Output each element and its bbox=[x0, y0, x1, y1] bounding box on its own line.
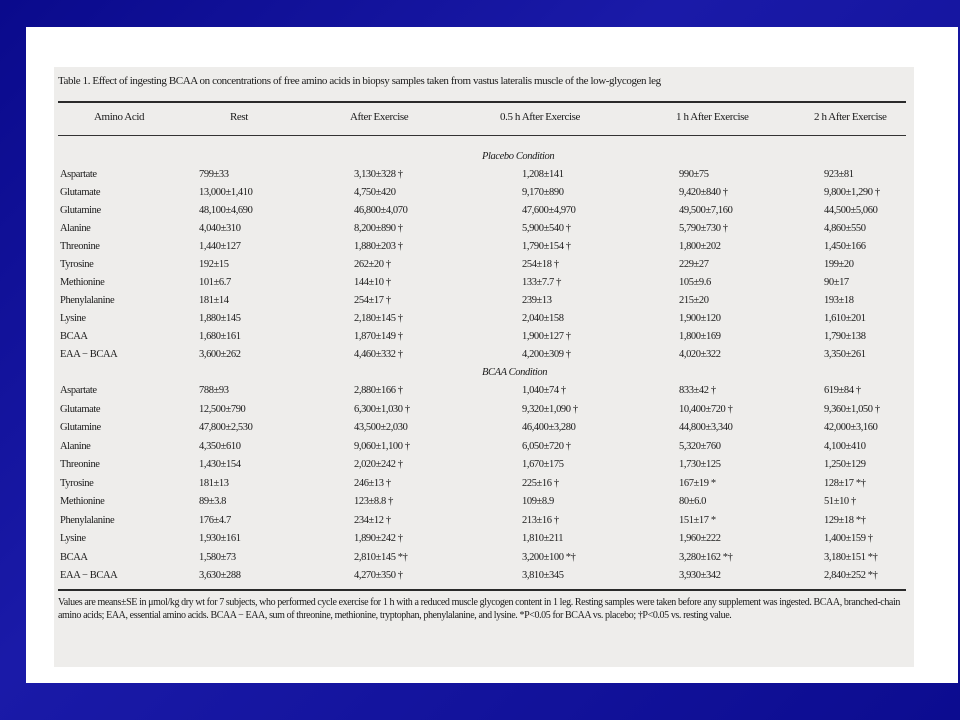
table-row bbox=[54, 349, 914, 365]
concentration-cell: 215±20 bbox=[679, 295, 709, 306]
concentration-cell: 1,580±73 bbox=[199, 551, 236, 563]
concentration-cell: 151±17 * bbox=[679, 514, 716, 526]
concentration-cell: 239±13 bbox=[522, 295, 552, 306]
concentration-cell: 229±27 bbox=[679, 259, 709, 270]
amino-acid-name: Threonine bbox=[60, 459, 100, 470]
concentration-cell: 49,500±7,160 bbox=[679, 205, 733, 216]
header-rest: Rest bbox=[230, 111, 248, 123]
table-row bbox=[54, 515, 914, 531]
concentration-cell: 46,800±4,070 bbox=[354, 205, 408, 216]
concentration-cell: 1,810±211 bbox=[522, 533, 564, 544]
amino-acid-name: Glutamine bbox=[60, 205, 101, 216]
concentration-cell: 6,050±720 † bbox=[522, 440, 571, 452]
concentration-cell: 105±9.6 bbox=[679, 277, 711, 288]
concentration-cell: 1,250±129 bbox=[824, 459, 866, 470]
concentration-cell: 619±84 † bbox=[824, 385, 861, 396]
table-row bbox=[54, 295, 914, 311]
concentration-cell: 254±18 † bbox=[522, 259, 559, 270]
concentration-cell: 4,750±420 bbox=[354, 187, 396, 198]
concentration-cell: 1,900±120 bbox=[679, 313, 721, 324]
concentration-cell: 181±13 bbox=[199, 477, 229, 489]
table-row bbox=[54, 422, 914, 438]
concentration-cell: 1,960±222 bbox=[679, 533, 721, 544]
concentration-cell: 5,320±760 bbox=[679, 440, 721, 452]
header-rule bbox=[58, 135, 906, 136]
amino-acid-name: Aspartate bbox=[60, 385, 97, 396]
concentration-cell: 12,500±790 bbox=[199, 403, 246, 415]
concentration-cell: 4,020±322 bbox=[679, 349, 721, 360]
top-rule bbox=[58, 101, 906, 103]
concentration-cell: 176±4.7 bbox=[199, 514, 231, 526]
amino-acid-name: EAA − BCAA bbox=[60, 349, 118, 360]
amino-acid-name: BCAA bbox=[60, 551, 88, 563]
concentration-cell: 923±81 bbox=[824, 169, 854, 180]
amino-acid-name: Aspartate bbox=[60, 169, 97, 180]
amino-acid-name: Methionine bbox=[60, 496, 105, 507]
concentration-cell: 3,130±328 † bbox=[354, 169, 403, 180]
bcaa-condition-label: BCAA Condition bbox=[482, 367, 548, 378]
concentration-cell: 129±18 *† bbox=[824, 514, 866, 526]
concentration-cell: 9,420±840 † bbox=[679, 187, 728, 198]
table-row bbox=[54, 441, 914, 457]
table-row bbox=[54, 331, 914, 347]
amino-acid-name: Alanine bbox=[60, 223, 91, 234]
concentration-cell: 181±14 bbox=[199, 295, 229, 306]
amino-acid-name: Glutamine bbox=[60, 422, 101, 433]
concentration-cell: 1,790±138 bbox=[824, 331, 866, 342]
concentration-cell: 47,600±4,970 bbox=[522, 205, 576, 216]
table-row bbox=[54, 223, 914, 239]
concentration-cell: 47,800±2,530 bbox=[199, 422, 253, 433]
header-amino-acid: Amino Acid bbox=[94, 111, 145, 123]
scanned-table-page bbox=[54, 67, 914, 667]
concentration-cell: 193±18 bbox=[824, 295, 854, 306]
concentration-cell: 234±12 † bbox=[354, 514, 391, 526]
concentration-cell: 9,320±1,090 † bbox=[522, 403, 578, 415]
table-caption: Table 1. Effect of ingesting BCAA on concentrations of free amino acids in biopsy samples taken from vastus lateralis muscle of the low-glycogen leg bbox=[58, 75, 661, 87]
concentration-cell: 213±16 † bbox=[522, 514, 559, 526]
header-half-hour: 0.5 h After Exercise bbox=[500, 111, 580, 123]
concentration-cell: 1,880±145 bbox=[199, 313, 241, 324]
slide-panel bbox=[26, 27, 958, 683]
concentration-cell: 13,000±1,410 bbox=[199, 187, 253, 198]
amino-acid-name: Phenylalanine bbox=[60, 514, 115, 526]
concentration-cell: 199±20 bbox=[824, 259, 854, 270]
concentration-cell: 46,400±3,280 bbox=[522, 422, 576, 433]
concentration-cell: 4,460±332 † bbox=[354, 349, 403, 360]
concentration-cell: 3,180±151 *† bbox=[824, 551, 878, 563]
concentration-cell: 2,880±166 † bbox=[354, 385, 403, 396]
amino-acid-name: BCAA bbox=[60, 331, 88, 342]
bottom-rule bbox=[58, 589, 906, 591]
concentration-cell: 109±8.9 bbox=[522, 496, 554, 507]
concentration-cell: 5,900±540 † bbox=[522, 223, 571, 234]
concentration-cell: 1,610±201 bbox=[824, 313, 866, 324]
concentration-cell: 788±93 bbox=[199, 385, 229, 396]
table-row bbox=[54, 313, 914, 329]
concentration-cell: 128±17 *† bbox=[824, 477, 866, 489]
concentration-cell: 4,350±610 bbox=[199, 440, 241, 452]
amino-acid-name: Glutamate bbox=[60, 187, 101, 198]
table-row bbox=[54, 259, 914, 275]
concentration-cell: 1,680±161 bbox=[199, 331, 241, 342]
table-row bbox=[54, 205, 914, 221]
concentration-cell: 133±7.7 † bbox=[522, 277, 561, 288]
amino-acid-name: Tyrosine bbox=[60, 259, 94, 270]
concentration-cell: 1,800±202 bbox=[679, 241, 721, 252]
table-row bbox=[54, 277, 914, 293]
amino-acid-name: Alanine bbox=[60, 440, 91, 452]
concentration-cell: 1,440±127 bbox=[199, 241, 241, 252]
concentration-cell: 2,840±252 *† bbox=[824, 570, 878, 581]
concentration-cell: 44,500±5,060 bbox=[824, 205, 878, 216]
concentration-cell: 101±6.7 bbox=[199, 277, 231, 288]
table-row bbox=[54, 241, 914, 257]
header-after-exercise: After Exercise bbox=[350, 111, 409, 123]
header-one-hour: 1 h After Exercise bbox=[676, 111, 749, 123]
concentration-cell: 2,180±145 † bbox=[354, 313, 403, 324]
concentration-cell: 4,270±350 † bbox=[354, 570, 403, 581]
table-row bbox=[54, 404, 914, 420]
concentration-cell: 833±42 † bbox=[679, 385, 716, 396]
amino-acid-name: Threonine bbox=[60, 241, 100, 252]
concentration-cell: 1,890±242 † bbox=[354, 533, 403, 544]
concentration-cell: 80±6.0 bbox=[679, 496, 706, 507]
concentration-cell: 1,430±154 bbox=[199, 459, 241, 470]
table-row bbox=[54, 385, 914, 401]
concentration-cell: 4,040±310 bbox=[199, 223, 241, 234]
concentration-cell: 1,790±154 † bbox=[522, 241, 571, 252]
concentration-cell: 144±10 † bbox=[354, 277, 391, 288]
concentration-cell: 3,630±288 bbox=[199, 570, 241, 581]
concentration-cell: 1,400±159 † bbox=[824, 533, 873, 544]
amino-acid-name: Tyrosine bbox=[60, 477, 94, 489]
concentration-cell: 1,870±149 † bbox=[354, 331, 403, 342]
table-row bbox=[54, 552, 914, 568]
amino-acid-name: EAA − BCAA bbox=[60, 570, 118, 581]
concentration-cell: 1,880±203 † bbox=[354, 241, 403, 252]
concentration-cell: 3,200±100 *† bbox=[522, 551, 576, 563]
concentration-cell: 4,200±309 † bbox=[522, 349, 571, 360]
amino-acid-name: Lysine bbox=[60, 313, 86, 324]
concentration-cell: 44,800±3,340 bbox=[679, 422, 733, 433]
concentration-cell: 262±20 † bbox=[354, 259, 391, 270]
concentration-cell: 5,790±730 † bbox=[679, 223, 728, 234]
concentration-cell: 2,040±158 bbox=[522, 313, 564, 324]
table-row bbox=[54, 478, 914, 494]
table-row bbox=[54, 533, 914, 549]
concentration-cell: 225±16 † bbox=[522, 477, 559, 489]
concentration-cell: 9,060±1,100 † bbox=[354, 440, 410, 452]
concentration-cell: 167±19 * bbox=[679, 477, 716, 489]
concentration-cell: 1,730±125 bbox=[679, 459, 721, 470]
concentration-cell: 3,350±261 bbox=[824, 349, 866, 360]
concentration-cell: 1,040±74 † bbox=[522, 385, 566, 396]
concentration-cell: 1,208±141 bbox=[522, 169, 564, 180]
concentration-cell: 42,000±3,160 bbox=[824, 422, 878, 433]
concentration-cell: 4,100±410 bbox=[824, 440, 866, 452]
concentration-cell: 3,280±162 *† bbox=[679, 551, 733, 563]
table-footnote: Values are means±SE in μmol/kg dry wt for 7 subjects, who performed cycle exercise for 1 h with a reduced muscle glycogen content in 1 leg. Resting samples were taken before any supplement was ingested. BCAA, branched-chain amino acids; EAA, essential amino acids. BCAA − EAA, sum of threonine, methionine, tryptophan, phenylalanine, and lysine. *P<0.05 for BCAA vs. placebo; †P<0.05 vs. resting value. bbox=[58, 597, 900, 621]
concentration-cell: 3,810±345 bbox=[522, 570, 564, 581]
concentration-cell: 1,450±166 bbox=[824, 241, 866, 252]
table-row bbox=[54, 459, 914, 475]
concentration-cell: 9,800±1,290 † bbox=[824, 187, 880, 198]
concentration-cell: 246±13 † bbox=[354, 477, 391, 489]
header-two-hour: 2 h After Exercise bbox=[814, 111, 887, 123]
concentration-cell: 10,400±720 † bbox=[679, 403, 733, 415]
concentration-cell: 4,860±550 bbox=[824, 223, 866, 234]
concentration-cell: 2,020±242 † bbox=[354, 459, 403, 470]
concentration-cell: 9,360±1,050 † bbox=[824, 403, 880, 415]
placebo-condition-label: Placebo Condition bbox=[482, 151, 555, 162]
concentration-cell: 43,500±2,030 bbox=[354, 422, 408, 433]
concentration-cell: 192±15 bbox=[199, 259, 229, 270]
amino-acid-name: Phenylalanine bbox=[60, 295, 115, 306]
table-row bbox=[54, 187, 914, 203]
concentration-cell: 8,200±890 † bbox=[354, 223, 403, 234]
concentration-cell: 1,800±169 bbox=[679, 331, 721, 342]
amino-acid-name: Glutamate bbox=[60, 403, 101, 415]
table-row bbox=[54, 169, 914, 185]
concentration-cell: 799±33 bbox=[199, 169, 229, 180]
table-row bbox=[54, 570, 914, 586]
concentration-cell: 3,930±342 bbox=[679, 570, 721, 581]
concentration-cell: 1,930±161 bbox=[199, 533, 241, 544]
concentration-cell: 254±17 † bbox=[354, 295, 391, 306]
concentration-cell: 123±8.8 † bbox=[354, 496, 393, 507]
concentration-cell: 51±10 † bbox=[824, 496, 856, 507]
amino-acid-name: Methionine bbox=[60, 277, 105, 288]
concentration-cell: 990±75 bbox=[679, 169, 709, 180]
concentration-cell: 2,810±145 *† bbox=[354, 551, 408, 563]
concentration-cell: 48,100±4,690 bbox=[199, 205, 253, 216]
concentration-cell: 6,300±1,030 † bbox=[354, 403, 410, 415]
concentration-cell: 1,900±127 † bbox=[522, 331, 571, 342]
table-row bbox=[54, 496, 914, 512]
concentration-cell: 1,670±175 bbox=[522, 459, 564, 470]
concentration-cell: 89±3.8 bbox=[199, 496, 226, 507]
concentration-cell: 9,170±890 bbox=[522, 187, 564, 198]
concentration-cell: 3,600±262 bbox=[199, 349, 241, 360]
amino-acid-name: Lysine bbox=[60, 533, 86, 544]
concentration-cell: 90±17 bbox=[824, 277, 849, 288]
